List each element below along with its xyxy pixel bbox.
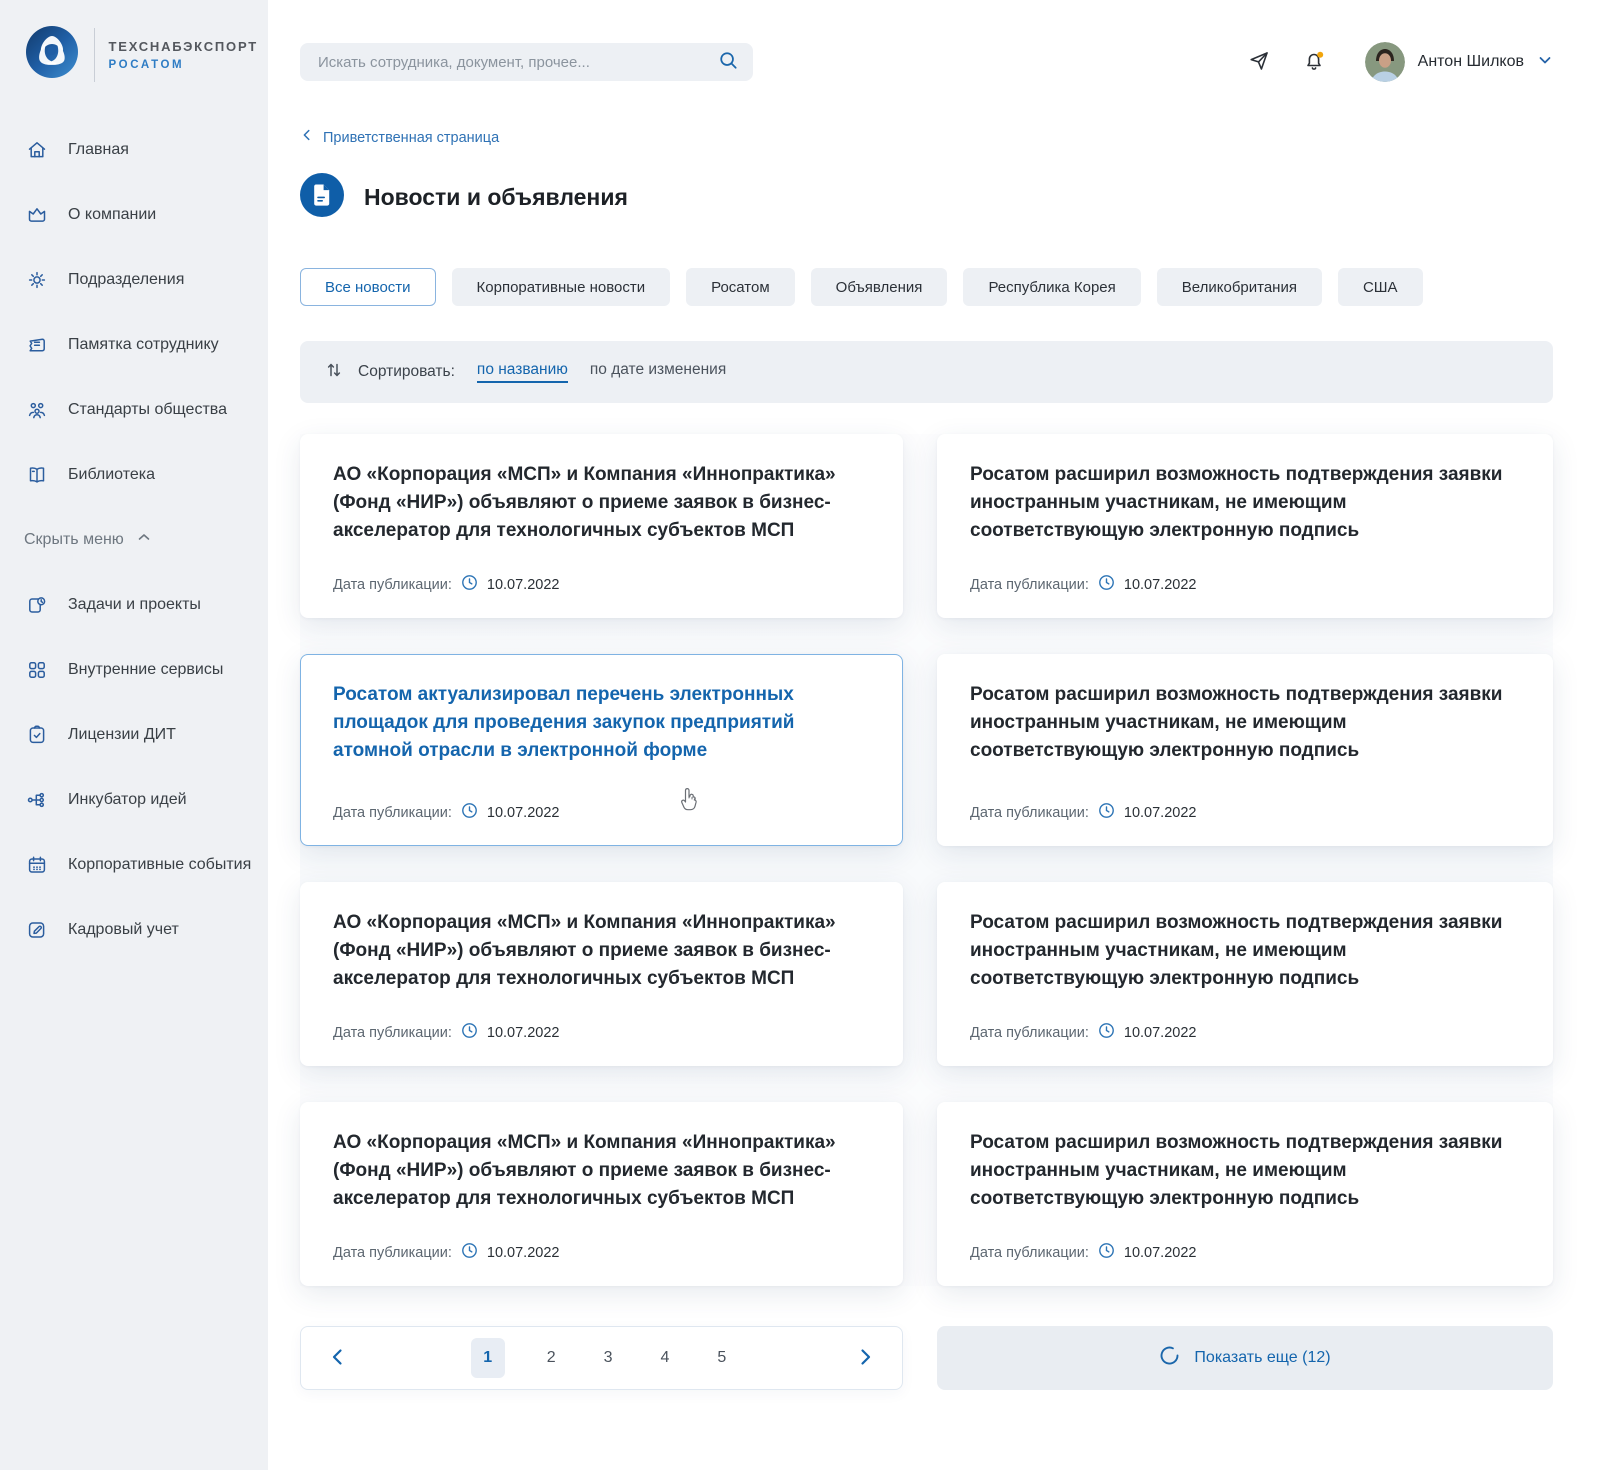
pagination-next-button[interactable]: [854, 1346, 876, 1371]
send-icon: [1247, 49, 1271, 76]
show-more-label: Показать еще (12): [1194, 1349, 1331, 1366]
clipboard-check-icon: [24, 722, 50, 748]
news-card-meta: [970, 556, 1520, 595]
sidebar-item-label: Главная: [68, 140, 129, 158]
chevron-left-icon: [327, 1346, 349, 1371]
news-card-title: Росатом расширил возможность подтверждения заявки иностранным участникам, не имеющим соответствующую электронную подпись: [970, 684, 1503, 761]
publication-date-value: 10.07.2022: [1123, 804, 1197, 821]
sidebar-item-label: Лицензии ДИТ: [68, 725, 176, 743]
page-title: Новости и объявления: [364, 184, 628, 210]
chevron-up-icon: [136, 529, 152, 550]
news-card-title: Росатом актуализировал перечень электронных площадок для проведения закупок предприятий атомной отрасли в электронной форме: [333, 684, 795, 761]
collapse-menu-label: Скрыть меню: [24, 530, 124, 548]
sidebar-item-label: Подразделения: [68, 270, 185, 288]
sidebar-nav: [24, 117, 258, 962]
search-icon[interactable]: [717, 49, 739, 76]
publication-date-label: Дата публикации:: [970, 576, 1089, 593]
clock-icon: [1098, 1022, 1115, 1043]
sidebar-item-society-standards[interactable]: [24, 377, 258, 442]
news-card-meta: [970, 1224, 1520, 1263]
sidebar-item-internal-services[interactable]: [24, 637, 258, 702]
news-card[interactable]: [300, 434, 903, 618]
filter-chips: [300, 268, 1553, 306]
clock-icon: [461, 1022, 478, 1043]
sort-by-date[interactable]: по дате изменения: [589, 361, 727, 378]
sidebar-item-hr-records[interactable]: [24, 897, 258, 962]
sidebar-item-about-company[interactable]: [24, 182, 258, 247]
bottom-row: [300, 1326, 1553, 1390]
sort-arrows-icon: [324, 360, 344, 385]
sidebar-item-library[interactable]: [24, 442, 258, 507]
page-button-4[interactable]: 4: [655, 1348, 676, 1368]
edit-icon: [24, 917, 50, 943]
sidebar-item-corporate-events[interactable]: [24, 832, 258, 897]
news-card[interactable]: [300, 882, 903, 1066]
publication-date-label: Дата публикации:: [970, 1024, 1089, 1041]
publication-date-value: 10.07.2022: [486, 576, 560, 593]
chevron-right-icon: [854, 1346, 876, 1371]
clock-icon: [461, 574, 478, 595]
chip-announcements[interactable]: Объявления: [811, 268, 948, 306]
news-card[interactable]: [937, 1102, 1553, 1286]
page-button-2[interactable]: 2: [541, 1348, 562, 1368]
top-bar-actions: [1247, 42, 1553, 82]
publication-date-value: 10.07.2022: [1123, 576, 1197, 593]
news-card[interactable]: [937, 654, 1553, 846]
news-card-title: Росатом расширил возможность подтверждения заявки иностранным участникам, не имеющим соответствующую электронную подпись: [970, 1132, 1503, 1209]
breadcrumb[interactable]: [300, 128, 1553, 147]
brand-name: ТЕХСНАБЭКСПОРТ: [108, 38, 258, 54]
publication-date-value: 10.07.2022: [486, 804, 560, 821]
clock-icon: [1098, 1242, 1115, 1263]
sort-bar: [300, 341, 1553, 403]
send-button[interactable]: [1247, 49, 1271, 76]
sidebar-item-label: О компании: [68, 205, 157, 223]
publication-date-label: Дата публикации:: [333, 804, 452, 821]
clock-icon: [1098, 574, 1115, 595]
publication-date-label: Дата публикации:: [970, 804, 1089, 821]
calendar-icon: [24, 852, 50, 878]
news-page-icon: [300, 173, 344, 222]
top-bar: [300, 42, 1553, 82]
sidebar-item-label: Задачи и проекты: [68, 595, 201, 613]
news-card-meta: [333, 1004, 870, 1043]
sidebar-item-label: Стандарты общества: [68, 400, 227, 418]
notifications-button[interactable]: [1301, 48, 1327, 77]
sidebar-item-employee-memo[interactable]: [24, 312, 258, 377]
gear-icon: [24, 267, 50, 293]
page-header: [300, 173, 1553, 222]
logo-divider: [94, 28, 95, 82]
news-card-meta: [333, 784, 870, 823]
clock-icon: [461, 802, 478, 823]
news-card-title: АО «Корпорация «МСП» и Компания «Иннопрактика» (Фонд «НИР») объявляют о приеме заявок в бизнес-акселератор для технологичных субъектов МСП: [333, 1132, 836, 1209]
news-card-title: АО «Корпорация «МСП» и Компания «Иннопрактика» (Фонд «НИР») объявляют о приеме заявок в бизнес-акселератор для технологичных субъектов МСП: [333, 912, 836, 989]
news-card-meta: [333, 1224, 870, 1263]
sidebar-item-idea-incubator[interactable]: [24, 767, 258, 832]
news-card-title: АО «Корпорация «МСП» и Компания «Иннопрактика» (Фонд «НИР») объявляют о приеме заявок в бизнес-акселератор для технологичных субъектов МСП: [333, 464, 836, 541]
sort-label: Сортировать:: [358, 363, 455, 380]
note-icon: [24, 332, 50, 358]
sort-by-name[interactable]: по названию: [477, 361, 568, 383]
sidebar-item-tasks-projects[interactable]: [24, 572, 258, 637]
news-card-meta: [970, 784, 1520, 823]
main-content: [268, 0, 1600, 1470]
chip-korea[interactable]: Республика Корея: [963, 268, 1140, 306]
publication-date-value: 10.07.2022: [1123, 1024, 1197, 1041]
sidebar-item-home[interactable]: [24, 117, 258, 182]
sidebar: [0, 0, 268, 1470]
grid-icon: [24, 657, 50, 683]
crown-icon: [24, 202, 50, 228]
news-card[interactable]: [937, 882, 1553, 1066]
page-button-1[interactable]: 1: [471, 1338, 505, 1378]
collapse-menu-button[interactable]: [24, 507, 258, 572]
search-input[interactable]: [316, 53, 717, 72]
news-card[interactable]: [937, 434, 1553, 618]
sidebar-item-label: Корпоративные события: [68, 855, 252, 873]
chip-usa[interactable]: США: [1338, 268, 1423, 306]
company-logo[interactable]: [24, 24, 258, 85]
chip-uk[interactable]: Великобритания: [1157, 268, 1322, 306]
news-card[interactable]: [300, 1102, 903, 1286]
publication-date-label: Дата публикации:: [333, 576, 452, 593]
branch-icon: [24, 787, 50, 813]
pagination: [300, 1326, 903, 1390]
notification-dot: [1317, 51, 1323, 57]
chip-rosatom[interactable]: Росатом: [686, 268, 795, 306]
publication-date-label: Дата публикации:: [970, 1244, 1089, 1261]
user-name: Антон Шилков: [1417, 53, 1524, 70]
people-icon: [24, 397, 50, 423]
rosatom-logo-icon: [24, 24, 80, 85]
chip-all-news[interactable]: Все новости: [300, 268, 436, 306]
clock-icon: [461, 1242, 478, 1263]
spinner-icon: [1159, 1345, 1180, 1371]
sidebar-item-label: Памятка сотруднику: [68, 335, 219, 353]
breadcrumb-label[interactable]: Приветственная страница: [323, 129, 500, 146]
publication-date-label: Дата публикации:: [333, 1024, 452, 1041]
page-button-3[interactable]: 3: [598, 1348, 619, 1368]
sidebar-item-label: Кадровый учет: [68, 920, 179, 938]
pagination-pages: [349, 1338, 854, 1378]
task-clock-icon: [24, 592, 50, 618]
publication-date-value: 10.07.2022: [486, 1024, 560, 1041]
chip-corporate-news[interactable]: Корпоративные новости: [452, 268, 671, 306]
clock-icon: [1098, 802, 1115, 823]
news-card-title: Росатом расширил возможность подтверждения заявки иностранным участникам, не имеющим соответствующую электронную подпись: [970, 912, 1503, 989]
user-menu[interactable]: [1365, 42, 1553, 82]
news-card-meta: [333, 556, 870, 595]
page-button-5[interactable]: 5: [711, 1348, 732, 1368]
sidebar-item-label: Библиотека: [68, 465, 155, 483]
news-card-title: Росатом расширил возможность подтверждения заявки иностранным участникам, не имеющим соответствующую электронную подпись: [970, 464, 1503, 541]
news-grid: [300, 434, 1553, 1286]
news-card-hovered[interactable]: [300, 654, 903, 846]
sidebar-item-label: Внутренние сервисы: [68, 660, 224, 678]
brand-division: РОСАТОМ: [108, 58, 185, 71]
sidebar-item-departments[interactable]: [24, 247, 258, 312]
pagination-prev-button[interactable]: [327, 1346, 349, 1371]
show-more-button[interactable]: [937, 1326, 1553, 1390]
publication-date-value: 10.07.2022: [486, 1244, 560, 1261]
news-card-meta: [970, 1004, 1520, 1043]
book-icon: [24, 462, 50, 488]
sidebar-item-label: Инкубатор идей: [68, 790, 187, 808]
home-icon: [24, 137, 50, 163]
avatar: [1365, 42, 1405, 82]
bell-icon: [1301, 48, 1327, 77]
publication-date-label: Дата публикации:: [333, 1244, 452, 1261]
chevron-down-icon: [1537, 52, 1553, 73]
publication-date-value: 10.07.2022: [1123, 1244, 1197, 1261]
search-box[interactable]: [300, 43, 753, 81]
sidebar-item-dit-licenses[interactable]: [24, 702, 258, 767]
chevron-left-icon: [300, 128, 314, 147]
